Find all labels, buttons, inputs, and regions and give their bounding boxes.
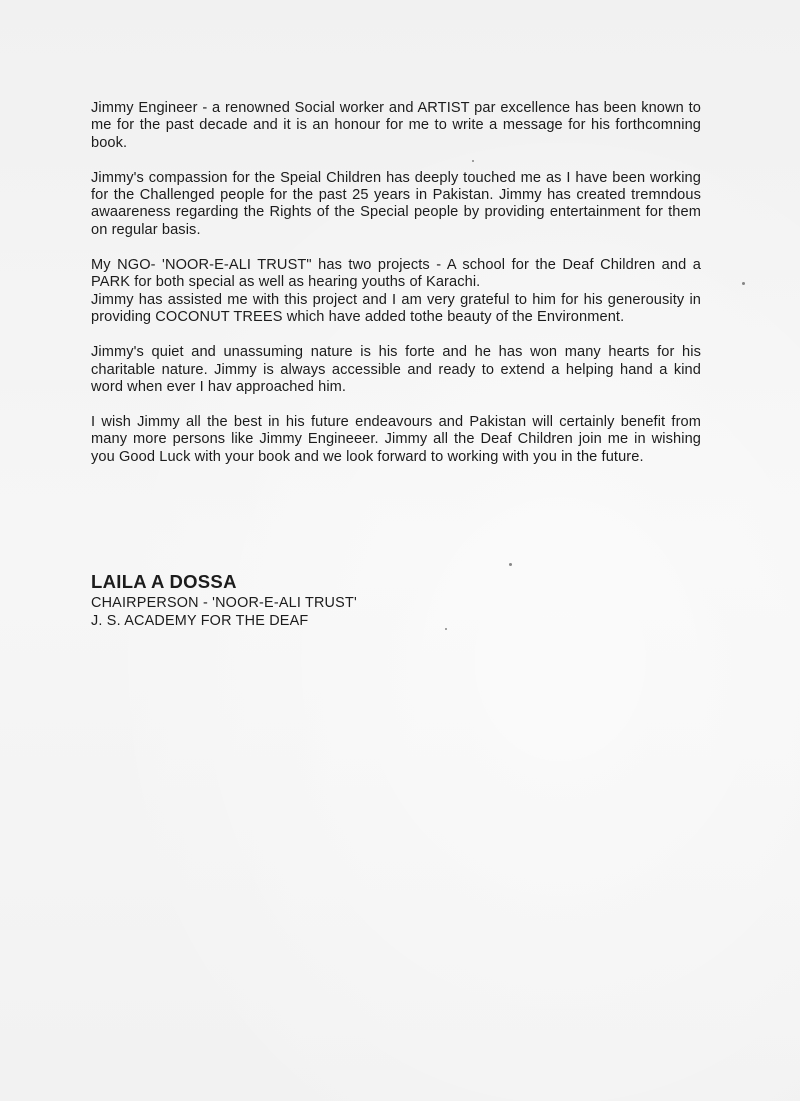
signature-block [91,571,591,630]
paragraph-best-wishes: I wish Jimmy all the best in his future endeavours and Pakistan will certainly benefit from many more persons like Jimmy Engineeer. Jimmy all the Deaf Children join me in wishing you Good Luck with your book and we look forward to working with you in the future. [91,414,701,465]
scan-speck [445,628,447,630]
signatory-title: CHAIRPERSON - 'NOOR-E-ALI TRUST' [91,595,357,611]
letter-body [91,100,701,484]
paragraph-introduction: Jimmy Engineer - a renowned Social worker and ARTIST par excellence has been known to me for the past decade and it is an honour for me to write a message for his forthcomning book. [91,100,701,151]
scan-speck [509,563,512,566]
paragraph-nature: Jimmy's quiet and unassuming nature is his forte and he has won many hearts for his charitable nature. Jimmy is always accessible and ready to extend a helping hand a kind word when ever I hav approached him. [91,344,701,395]
scan-speck [472,160,474,162]
signatory-name: LAILA A DOSSA [91,571,237,592]
paragraph-coconut-trees: Jimmy has assisted me with this project and I am very grateful to him for his generousity in providing COCONUT TREES which have added tothe beauty of the Environment. [91,291,701,325]
paragraph-compassion: Jimmy's compassion for the Speial Children has deeply touched me as I have been working for the Challenged people for the past 25 years in Pakistan. Jimmy has created tremndous awaareness regarding the Rights of the Special people by providing entertainment for them on regular basis. [91,169,701,238]
paragraph-ngo-projects: My NGO- 'NOOR-E-ALI TRUST" has two projects - A school for the Deaf Children and a PARK for both special as well as hearing youths of Karachi. [91,257,701,291]
scan-speck [742,282,745,285]
signatory-organization: J. S. ACADEMY FOR THE DEAF [91,612,309,629]
